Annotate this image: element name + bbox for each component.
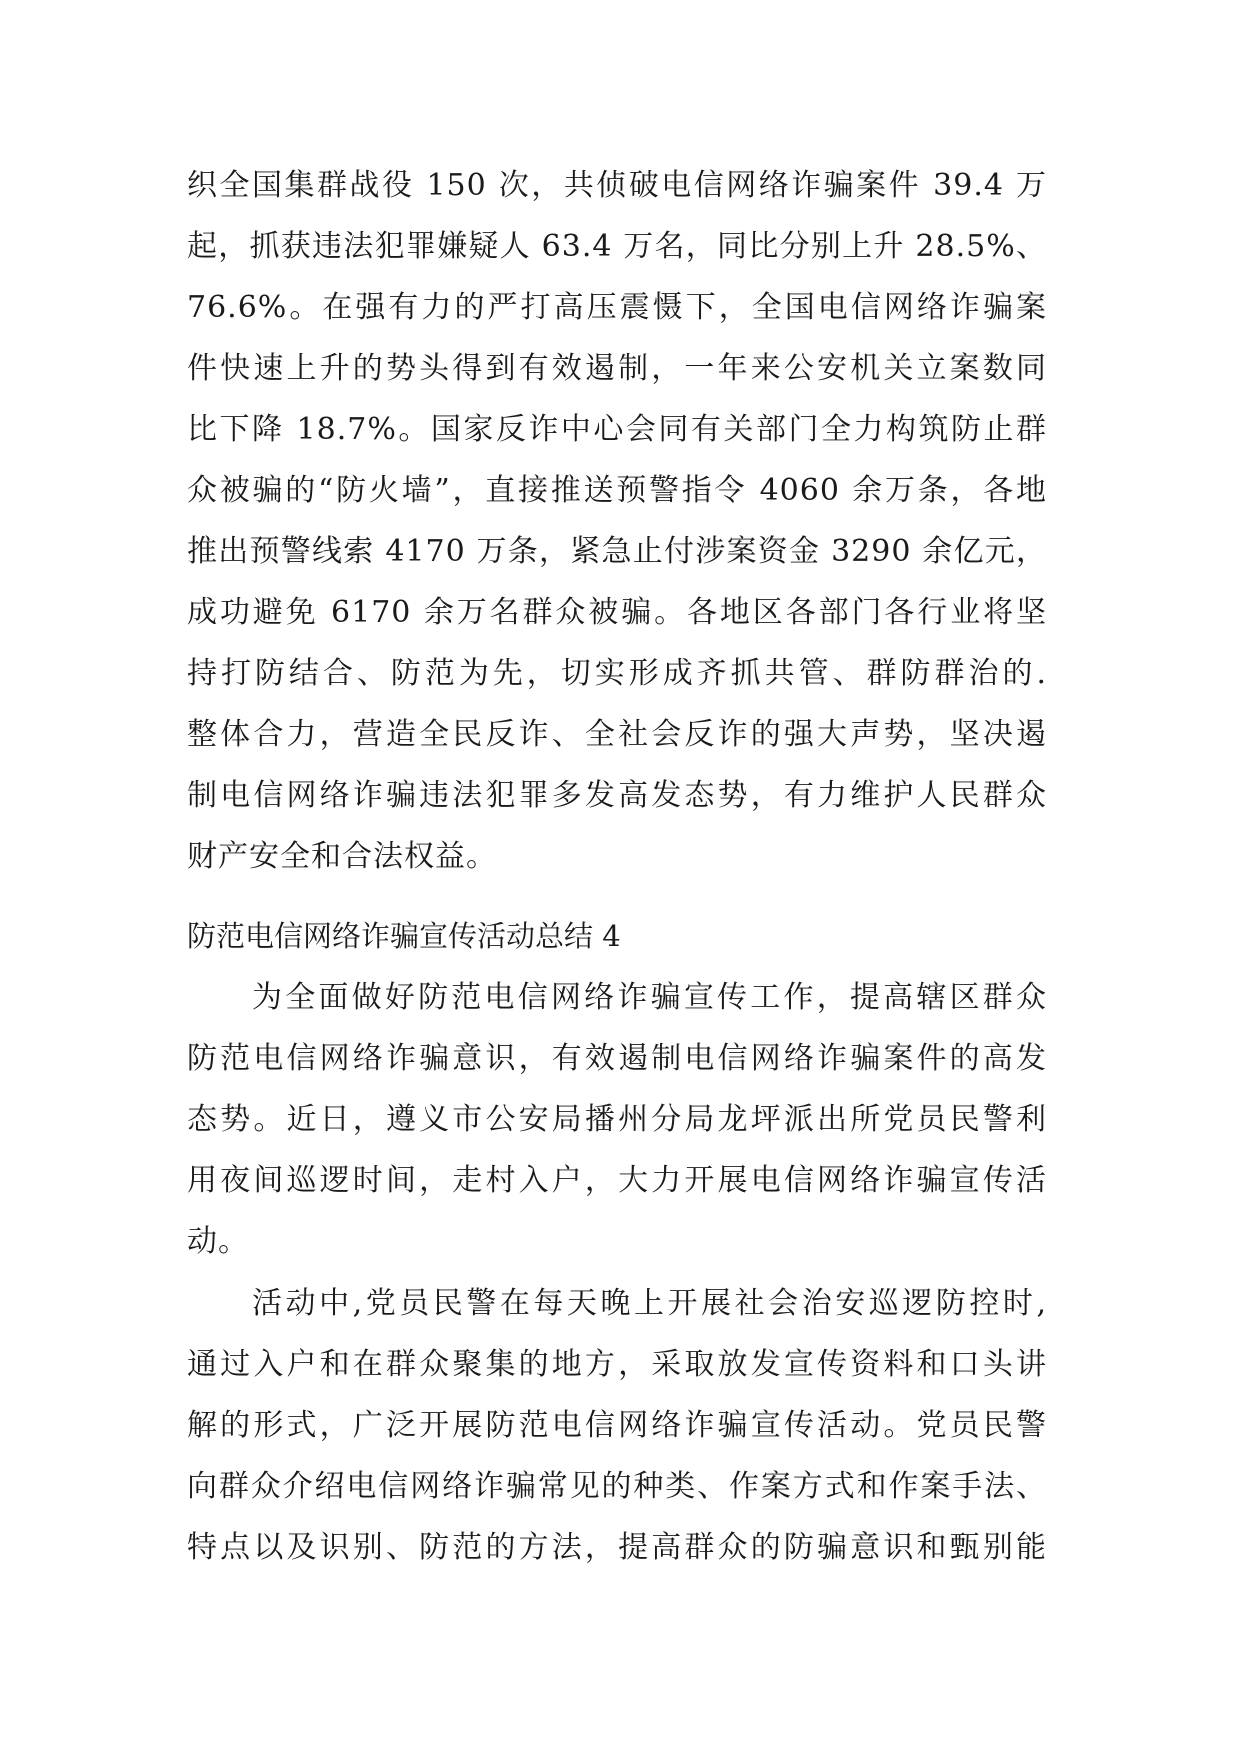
paragraph-line: 织全国集群战役 150 次，共侦破电信网络诈骗案件 39.4 万 — [187, 168, 1047, 203]
section-heading: 防范电信网络诈骗宣传活动总结 4 — [187, 919, 621, 953]
paragraph-line: 为全面做好防范电信网络诈骗宣传工作，提高辖区群众 — [252, 980, 1047, 1015]
paragraph-line: 财产安全和合法权益。 — [187, 839, 497, 874]
paragraph-line: 特点以及识别、防范的方法，提高群众的防骗意识和甄别能 — [187, 1530, 1047, 1565]
paragraph-line: 动。 — [187, 1224, 249, 1259]
paragraph-line: 态势。近日，遵义市公安局播州分局龙坪派出所党员民警利 — [187, 1102, 1047, 1137]
paragraph-line: 解的形式，广泛开展防范电信网络诈骗宣传活动。党员民警 — [187, 1408, 1047, 1443]
paragraph-line: 持打防结合、防范为先，切实形成齐抓共管、群防群治的. — [187, 656, 1047, 691]
paragraph-line: 整体合力，营造全民反诈、全社会反诈的强大声势，坚决遏 — [187, 717, 1047, 752]
paragraph-line: 用夜间巡逻时间，走村入户，大力开展电信网络诈骗宣传活 — [187, 1163, 1047, 1198]
paragraph-line: 件快速上升的势头得到有效遏制，一年来公安机关立案数同 — [187, 351, 1047, 386]
paragraph-line: 众被骗的“防火墙”，直接推送预警指令 4060 余万条，各地 — [187, 473, 1047, 508]
paragraph-line: 通过入户和在群众聚集的地方，采取放发宣传资料和口头讲 — [187, 1347, 1047, 1382]
paragraph-line: 推出预警线索 4170 万条，紧急止付涉案资金 3290 余亿元， — [187, 534, 1047, 569]
paragraph-line: 活动中,党员民警在每天晚上开展社会治安巡逻防控时, — [252, 1286, 1047, 1321]
paragraph-line: 制电信网络诈骗违法犯罪多发高发态势，有力维护人民群众 — [187, 778, 1047, 813]
paragraph-line: 向群众介绍电信网络诈骗常见的种类、作案方式和作案手法、 — [187, 1469, 1047, 1504]
paragraph-line: 成功避免 6170 余万名群众被骗。各地区各部门各行业将坚 — [187, 595, 1047, 630]
paragraph-line: 比下降 18.7%。国家反诈中心会同有关部门全力构筑防止群 — [187, 412, 1047, 447]
paragraph-line: 76.6%。在强有力的严打高压震慑下，全国电信网络诈骗案 — [187, 290, 1047, 325]
paragraph-line: 起，抓获违法犯罪嫌疑人 63.4 万名，同比分别上升 28.5%、 — [187, 229, 1047, 264]
paragraph-line: 防范电信网络诈骗意识，有效遏制电信网络诈骗案件的高发 — [187, 1041, 1047, 1076]
